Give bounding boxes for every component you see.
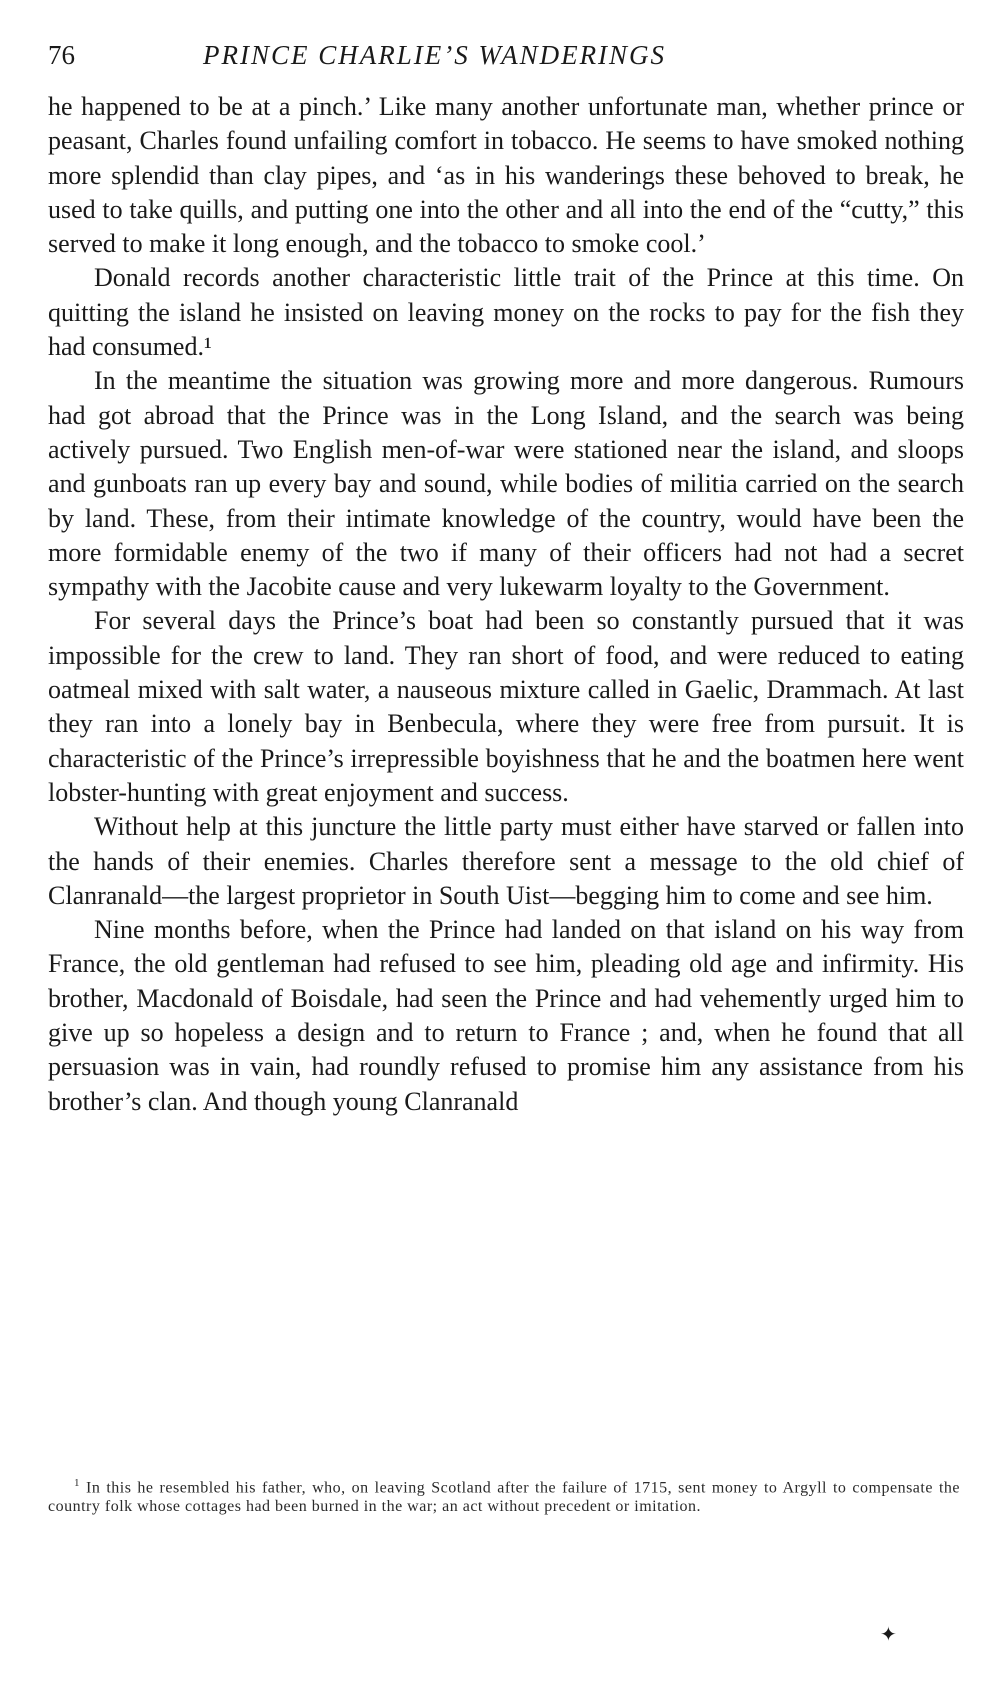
printer-ornament-icon: ✦ — [880, 1624, 897, 1646]
page-number: 76 — [48, 40, 75, 70]
footnote-text: In this he resembled his father, who, on leaving Scotland after the failure of 1715, sent money to Argyll to compensate the country folk whose cottages had been burned in the war; an act without precedent or imitation. — [48, 1479, 960, 1516]
paragraph-5: Without help at this juncture the little party must either have starved or fallen into the hands of their enemies. Charles therefore sent a message to the old chief of Clanranald—the largest proprietor in South Uist—begging him to come and see him. — [48, 812, 964, 910]
running-head — [48, 40, 964, 80]
paragraph-1: he happened to be at a pinch.’ Like many another unfortunate man, whether prince or peasant, Charles found unfailing comfort in tobacco. He seems to have smoked nothing more splendid than clay pipes, and ‘as in his wanderings these behoved to break, he used to take quills, and putting one into the other and all into the end of the “cutty,” this served to make it long enough, and the tobacco to smoke cool.’ — [48, 92, 964, 259]
book-page — [48, 40, 964, 1119]
paragraph-4: For several days the Prince’s boat had been so constantly pursued that it was impossible for the crew to land. They ran short of food, and were reduced to eating oatmeal mixed with salt water, a nauseous mixture called in Gaelic, Drammach. At last they ran into a lonely bay in Benbecula, where they were free from pursuit. It is characteristic of the Prince’s irrepressible boyishness that he and the boatmen here went lobster-hunting with great enjoyment and success. — [48, 606, 964, 807]
paragraph-3: In the meantime the situation was growing more and more dangerous. Rumours had got abroad that the Prince was in the Long Island, and the search was being actively pursued. Two English men-of-war were stationed near the island, and sloops and gunboats ran up every bay and sound, while bodies of militia carried on the search by land. These, from their intimate knowledge of the country, would have been the more formidable enemy of the two if many of their officers had not had a secret sympathy with the Jacobite cause and very lukewarm loyalty to the Government. — [48, 366, 964, 602]
footnote — [48, 1474, 960, 1516]
paragraph-2: Donald records another characteristic little trait of the Prince at this time. On quitting the island he insisted on leaving money on the rocks to pay for the fish they had consumed.¹ — [48, 263, 964, 362]
running-title: PRINCE CHARLIE’S WANDERINGS — [203, 40, 667, 70]
paragraph-6: Nine months before, when the Prince had landed on that island on his way from France, the old gentleman had refused to see him, pleading old age and infirmity. His brother, Macdonald of Boisdale, had seen the Prince and had vehemently urged him to give up so hopeless a design and to return to France ; and, when he found that all persuasion was in vain, had roundly refused to promise him any assistance from his brother’s clan. And though young Clanranald — [48, 915, 964, 1116]
body-text — [48, 90, 964, 1119]
footnote-marker: 1 — [74, 1477, 80, 1489]
